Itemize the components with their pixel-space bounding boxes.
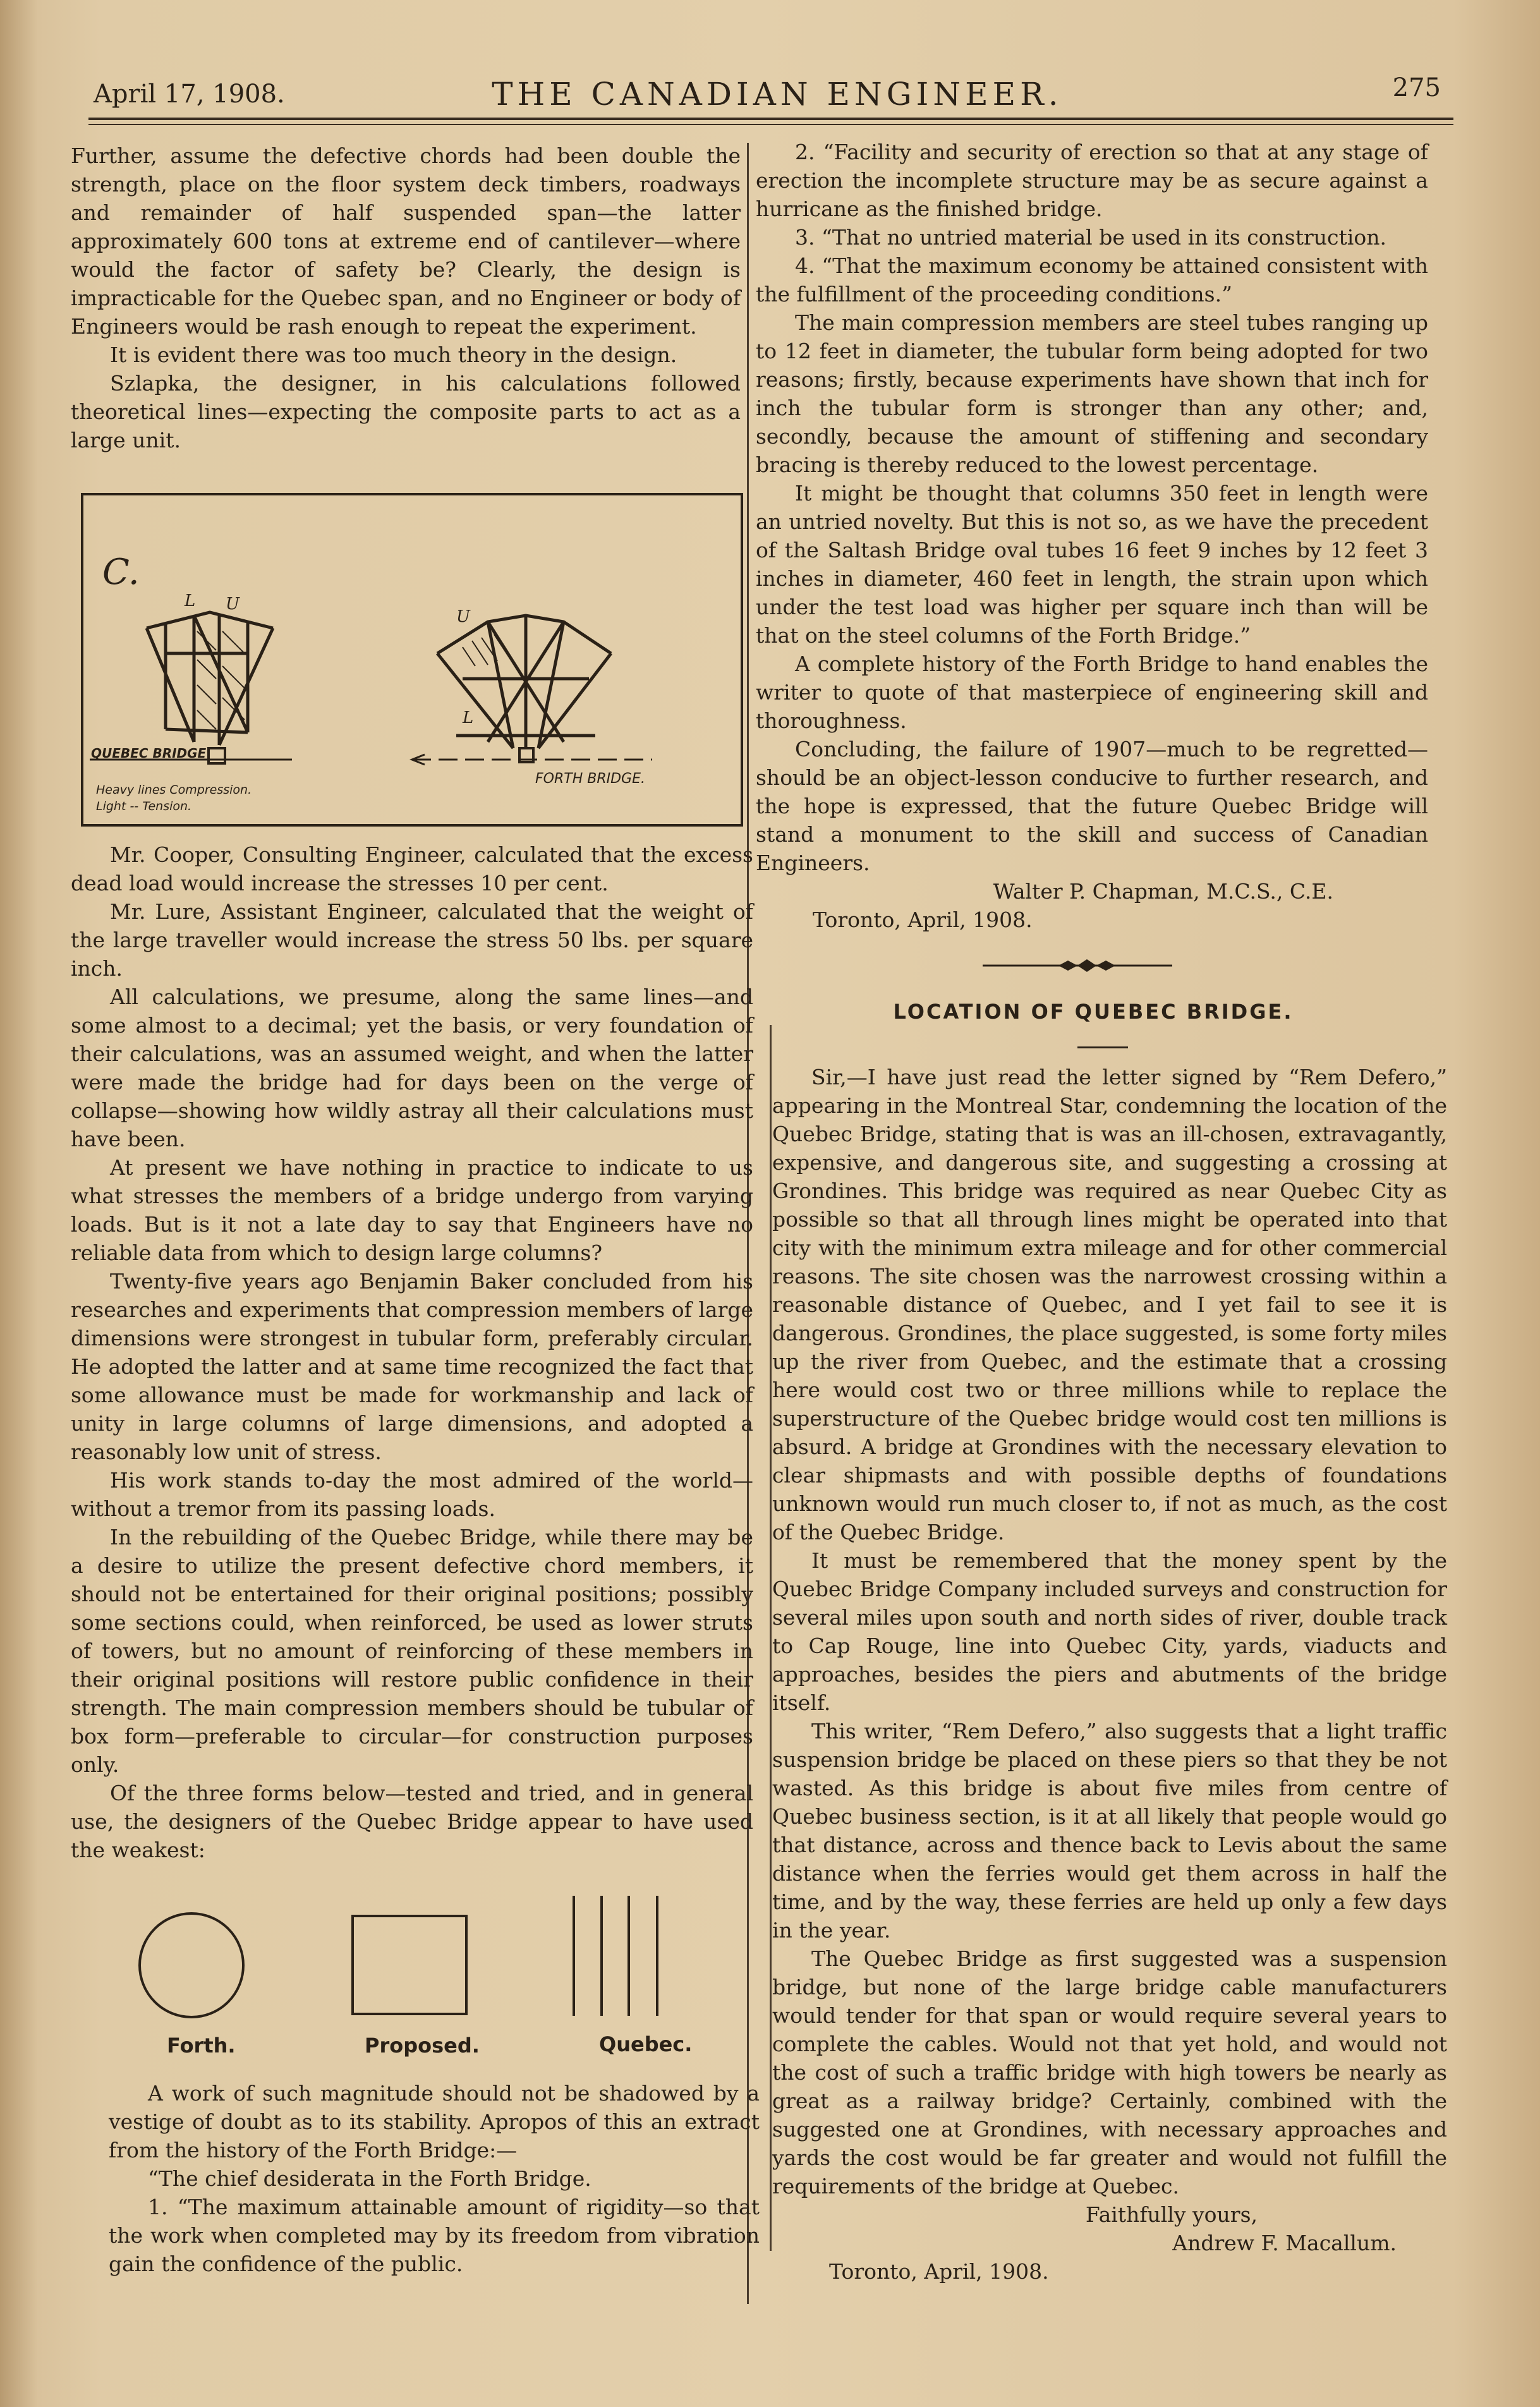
paragraph: All calculations, we presume, along the same lines—and some almost to a decimal; yet the basis, or very foundation of their calculations, was an assumed weight, and when the latter were made the bridge had for days been on the verge of collapse—showing how wildly astray all their calculations must have been. (71, 985, 753, 1151)
paragraph: 4. “That the maximum economy be attained consistent with the fulfillment of the proceeding conditions.” (756, 253, 1428, 306)
dateline: Toronto, April, 1908. (813, 907, 1033, 932)
paragraph: Further, assume the defective chords had been double the strength, place on the floor system deck timbers, roadways and remainder of half suspended span—the latter approximately 600 tons at extreme end of cantilever—where would the factor of safety be? Clearly, the design is impracticable for the Quebec span, and no Engineer or body of Engineers would be rash enough to repeat the experiment. (71, 143, 741, 339)
column-divider-lower (770, 1025, 772, 2251)
letter-heading: LOCATION OF QUEBEC BRIDGE. (893, 1000, 1294, 1024)
paragraph: “The chief desiderata in the Forth Bridge. (148, 2166, 591, 2191)
member-letter: L (463, 708, 474, 727)
paragraph: It must be remembered that the money spent by the Quebec Bridge Company included surveys and construction for several miles upon south and north sides of river, double track to Cap Rouge, line into Quebec City, yards, viaducts and approaches, besides the piers and abutments of the bridge itself. (772, 1548, 1447, 1715)
quebec-bridge-label: QUEBEC BRIDGE (91, 746, 207, 761)
quebec-pier (209, 748, 225, 763)
paragraph: 2. “Facility and security of erection so that at any stage of erection the incomplete structure may be as secure against a hurricane as the finished bridge. (756, 140, 1428, 221)
heading-rule (1077, 1046, 1128, 1048)
paragraph: Mr. Cooper, Consulting Engineer, calculated that the excess dead load would increase the stresses 10 per cent. (71, 842, 753, 895)
page-header (88, 71, 1466, 121)
right-column-letter (772, 1063, 1447, 2286)
header-rule-thick (88, 118, 1453, 120)
issue-date: April 17, 1908. (94, 80, 285, 109)
paragraph: Twenty-five years ago Benjamin Baker concluded from his researches and experiments that compression members of large dimensions were strongest in tubular form, preferably circular. He adopted the latter and at same time recognized the fact that some allowance must be made for workmanship and lack of unity in large columns of large dimensions, and adopted a reasonably low unit of stress. (71, 1269, 753, 1464)
left-column-body (71, 840, 753, 1864)
quebec-form-lines (574, 1896, 657, 2016)
paragraph: 1. “The maximum attainable amount of rigidity—so that the work when completed may by its freedom from vibration gain the confidence of the public. (109, 2195, 760, 2276)
legend-compression: Heavy lines Compression. (96, 783, 252, 797)
member-letter: L (185, 591, 196, 610)
paragraph: At present we have nothing in practice to indicate to us what stresses the members of a bridge undergo from varying loads. But is it not a late day to say that Engineers have no reliable data from which to design large columns? (71, 1155, 753, 1265)
journal-title: THE CANADIAN ENGINEER. (492, 76, 1063, 112)
member-letter: U (456, 607, 470, 626)
circle-form (140, 1913, 243, 2017)
form-label-quebec: Quebec. (599, 2032, 693, 2056)
header-rule-thin (88, 124, 1453, 125)
ornament-divider-icon (983, 953, 1172, 978)
column-forms-figure (114, 1889, 746, 2079)
paragraph: In the rebuilding of the Quebec Bridge, while there may be a desire to utilize the present defective chord members, it should not be entertained for their original positions; possibly some sections could, when reinforced, be used as lower struts of towers, but no amount of reinforcing of these members in their original positions will restore public confidence in their strength. The main compression members should be tubular of box form—preferable to circular—for construction purposes only. (71, 1525, 753, 1777)
forth-bridge-label: FORTH BRIDGE. (535, 771, 645, 787)
form-label-proposed: Proposed. (365, 2034, 480, 2058)
paragraph: His work stands to-day the most admired of the world—without a tremor from its passing loads. (71, 1468, 753, 1521)
letter-signature: Andrew F. Macallum. (1172, 2231, 1397, 2255)
author-signature: Walter P. Chapman, M.C.S., C.E. (993, 879, 1333, 904)
legend-tension: Light -- Tension. (96, 799, 192, 813)
paragraph: This writer, “Rem Defero,” also suggests that a light traffic suspension bridge be placed on these piers so that they be not wasted. As this bridge is about five miles from centre of Quebec business section, is it at all likely that people would go that distance, across and thence back to Levis about the same distance when the ferries would get them across in half the time, and by the way, these ferries are held up only a few days in the year. (772, 1719, 1447, 1943)
bridge-diagram (83, 495, 741, 824)
paragraph: 3. “That no untried material be used in its construction. (795, 225, 1386, 250)
letter-dateline: Toronto, April, 1908. (829, 2259, 1049, 2284)
left-column-intro (71, 142, 741, 454)
figure-letter: C. (102, 552, 140, 593)
bridge-comparison-figure (81, 493, 743, 827)
paragraph: Sir,—I have just read the letter signed by “Rem Defero,” appearing in the Montreal Star, condemning the location of the Quebec Bridge, stating that is was an ill-chosen, extravagantly, expensive, and dangerous site, and suggesting a crossing at Grondines. This bridge was required as near Quebec City as possible so that all through lines might be operated into that city with the minimum extra mileage and for other commercial reasons. The site chosen was the narrowest crossing within a reasonable distance of Quebec, and I yet fail to see it is dangerous. Grondines, the place suggested, is some forty miles up the river from Quebec, and the estimate that a crossing here would cost two or three millions while to replace the superstructure of the Quebec bridge would cost ten millions is absurd. A bridge at Grondines with the necessary elevation to clear shipmasts and with possible depths of foundations unknown would run much closer to, if not as much, as the cost of the Quebec Bridge. (772, 1065, 1447, 1544)
paragraph: Szlapka, the designer, in his calculations followed theoretical lines—expecting the composite parts to act as a large unit. (71, 371, 741, 452)
forth-truss (437, 615, 611, 748)
paragraph: It might be thought that columns 350 feet in length were an untried novelty. But this is not so, as we have the precedent of the Saltash Bridge oval tubes 16 feet 9 inches by 12 feet 3 inches in diameter, 460 feet in length, the strain upon which under the test load was higher per square inch than will be that on the steel columns of the Forth Bridge.” (756, 481, 1428, 648)
page-number: 275 (1392, 73, 1441, 102)
right-column-forth-quote (756, 138, 1428, 934)
paragraph: The main compression members are steel tubes ranging up to 12 feet in diameter, the tubular form being adopted for two reasons; firstly, because experiments have shown that inch for inch the tubular form is stronger than any other; and, secondly, because the amount of stiffening and secondary bracing is thereby reduced to the lowest percentage. (756, 310, 1428, 477)
forms-diagram (114, 1889, 746, 2054)
paragraph: It is evident there was too much theory in the design. (110, 343, 677, 367)
form-label-forth: Forth. (167, 2034, 236, 2058)
quebec-truss (147, 612, 273, 745)
paragraph: Of the three forms below—tested and tried, and in general use, the designers of the Quebec Bridge appear to have used the weakest: (71, 1781, 753, 1862)
paragraph: The Quebec Bridge as first suggested was a suspension bridge, but none of the large bridge cable manufacturers would tender for that span or would require several years to complete the cables. Would not that yet hold, and would not the cost of such a traffic bridge with high towers be nearly as great as a railway bridge? Certainly, combined with the suggested one at Grondines, with necessary approaches and yards the cost would be far greater and would not fulfill the requirements of the bridge at Quebec. (772, 1946, 1447, 2198)
forth-hatching (463, 634, 510, 666)
left-column-closing (109, 2079, 760, 2278)
letter-closing: Faithfully yours, (1085, 2202, 1258, 2227)
member-letter: U (226, 595, 239, 614)
paragraph: A work of such magnitude should not be shadowed by a vestige of doubt as to its stability. Apropos of this an extract from the history of the Forth Bridge:— (109, 2081, 760, 2162)
box-form (353, 1916, 466, 2014)
paragraph: Mr. Lure, Assistant Engineer, calculated that the weight of the large traveller would increase the stress 50 lbs. per square inch. (71, 899, 753, 981)
paragraph: Concluding, the failure of 1907—much to be regretted—should be an object-lesson conducive to further research, and the hope is expressed, that the future Quebec Bridge will stand a monument to the skill and success of Canadian Engineers. (756, 737, 1428, 875)
paragraph: A complete history of the Forth Bridge to hand enables the writer to quote of that masterpiece of engineering skill and thoroughness. (756, 652, 1428, 733)
